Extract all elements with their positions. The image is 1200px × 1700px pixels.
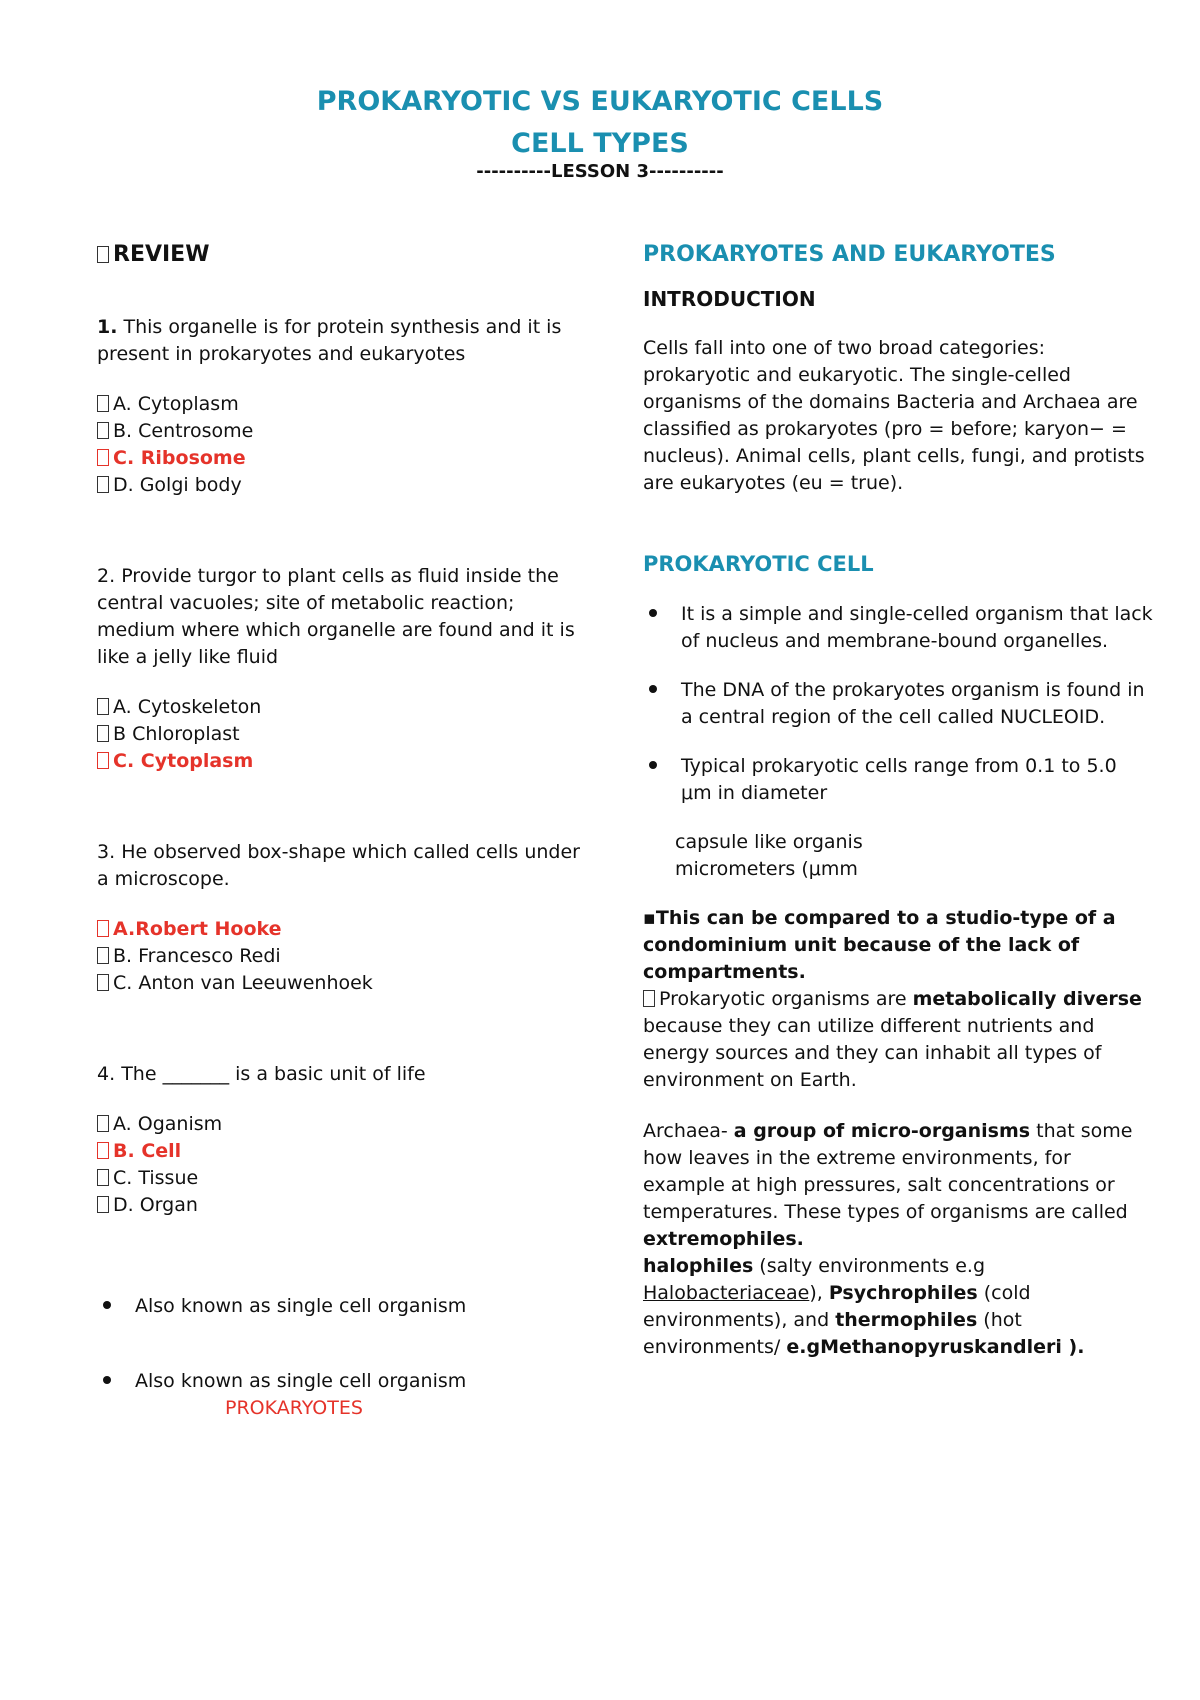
lesson-label: ----------LESSON 3----------	[476, 161, 724, 182]
option[interactable]: A. Cytoplasm	[97, 391, 597, 418]
option[interactable]: C. Tissue	[97, 1165, 597, 1192]
checkbox-icon	[97, 422, 109, 439]
option[interactable]: B. Francesco Redi	[97, 943, 597, 970]
list-item: Also known as single cell organism	[97, 1293, 597, 1320]
option[interactable]: D. Golgi body	[97, 472, 597, 499]
note: capsule like organis	[675, 831, 863, 853]
section-heading: PROKARYOTES AND EUKARYOTES	[643, 242, 1056, 267]
option-correct[interactable]: B. Cell	[97, 1138, 597, 1165]
archaea-text: Archaea- a group of micro-organisms that some how leaves in the extreme environments, for example at high pressures, salt concentrations or temperatures. These types of organisms are called extremophiles. halophiles (salty environments e.g Halobacteriaceae), Psychrophiles (cold environments), and thermophiles (hot environments/ e.gMethanopyruskandleri ).	[643, 1120, 1133, 1358]
option-correct[interactable]: C. Ribosome	[97, 445, 597, 472]
list-item: Also known as single cell organism	[97, 1368, 597, 1395]
bullet-icon	[649, 685, 657, 693]
list-item: It is a simple and single-celled organism that lack of nucleus and membrane-bound organelles.	[643, 601, 1153, 655]
checkbox-icon	[97, 1196, 109, 1213]
option[interactable]: B. Centrosome	[97, 418, 597, 445]
checkbox-icon	[97, 246, 109, 263]
question-2: 2. Provide turgor to plant cells as fluid inside the central vacuoles; site of metabolic reaction; medium where which organelle are found and it is like a jelly like fluid A. Cytoskeleton B Chloroplast C. Cytoplasm	[97, 563, 597, 775]
checkbox-icon	[97, 725, 109, 742]
review-column	[97, 240, 597, 1422]
checkbox-icon	[97, 752, 109, 769]
question-1: 1. This organelle is for protein synthesis and it is present in prokaryotes and eukaryotes A. Cytoplasm B. Centrosome C. Ribosome D. Golgi body	[97, 314, 597, 499]
checkbox-icon	[643, 990, 655, 1007]
checkbox-icon	[97, 947, 109, 964]
checkbox-icon	[97, 476, 109, 493]
option-correct[interactable]: A.Robert Hooke	[97, 916, 597, 943]
option[interactable]: A. Oganism	[97, 1111, 597, 1138]
review-heading: REVIEW	[97, 240, 597, 270]
intro-heading: INTRODUCTION	[643, 287, 816, 311]
checkbox-icon	[97, 1142, 109, 1159]
question-3: 3. He observed box-shape which called cells under a microscope. A.Robert Hooke B. Francesco Redi C. Anton van Leeuwenhoek	[97, 839, 597, 997]
bullet-icon	[103, 1376, 111, 1384]
checkbox-icon	[97, 449, 109, 466]
page-subtitle: CELL TYPES	[511, 128, 689, 159]
list-item: The DNA of the prokaryotes organism is found in a central region of the cell called NUCLEOID.	[643, 677, 1153, 731]
checkbox-icon	[97, 920, 109, 937]
note: micrometers (μmm	[675, 858, 858, 880]
checkbox-icon	[97, 974, 109, 991]
checkbox-icon	[97, 698, 109, 715]
option[interactable]: B Chloroplast	[97, 721, 597, 748]
option[interactable]: A. Cytoskeleton	[97, 694, 597, 721]
page-title: PROKARYOTIC VS EUKARYOTIC CELLS	[316, 86, 884, 117]
option[interactable]: C. Anton van Leeuwenhoek	[97, 970, 597, 997]
bullet-icon	[649, 761, 657, 769]
checkbox-icon	[97, 1169, 109, 1186]
bullet-icon	[649, 609, 657, 617]
bullet-icon	[103, 1301, 111, 1309]
metabolic-text: Prokaryotic organisms are metabolically diverse because they can utilize different nutrients and energy sources and they can inhabit all types of environment on Earth.	[643, 988, 1142, 1091]
prokaryotic-heading: PROKARYOTIC CELL	[643, 552, 874, 576]
list-item: Typical prokaryotic cells range from 0.1 to 5.0 μm in diameter	[643, 753, 1153, 807]
checkbox-icon	[97, 395, 109, 412]
question-4: 4. The _______ is a basic unit of life A. Oganism B. Cell C. Tissue D. Organ	[97, 1061, 597, 1219]
content-column	[643, 240, 1153, 1361]
studio-note: ▪This can be compared to a studio-type of a condominium unit because of the lack of compartments.	[643, 907, 1116, 983]
answer-text: PROKARYOTES	[225, 1397, 363, 1419]
checkbox-icon	[97, 1115, 109, 1132]
option-correct[interactable]: C. Cytoplasm	[97, 748, 597, 775]
option[interactable]: D. Organ	[97, 1192, 597, 1219]
intro-text: Cells fall into one of two broad categories: prokaryotic and eukaryotic. The single-celled organisms of the domains Bacteria and Archaea are classified as prokaryotes (pro = before; karyon− = nucleus). Animal cells, plant cells, fungi, and protists are eukaryotes (eu = true).	[643, 337, 1145, 494]
